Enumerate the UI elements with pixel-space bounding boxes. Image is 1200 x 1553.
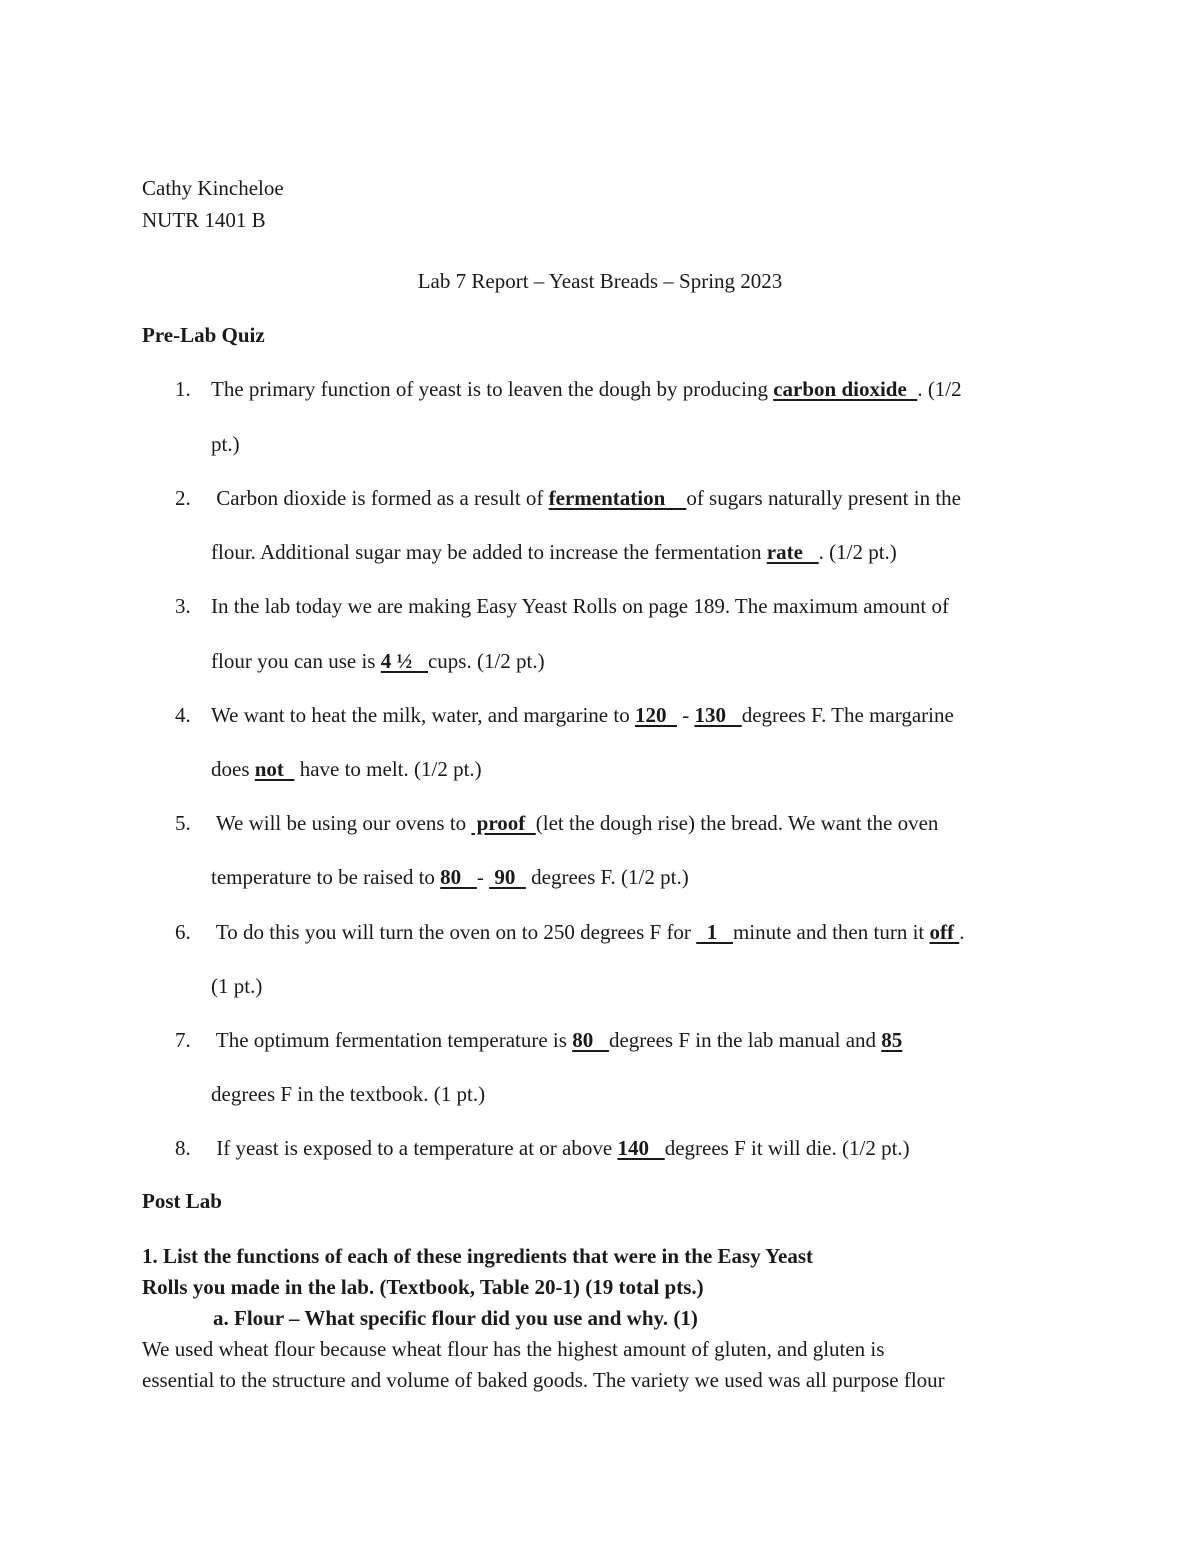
question-text: . (1/2 pt.)	[818, 540, 897, 564]
answer-blank: 1	[696, 920, 733, 944]
question-line	[211, 485, 961, 511]
answer-blank: 120	[634, 703, 677, 727]
question-text: To do this you will turn the oven on to 250 degrees F for	[211, 920, 697, 944]
answer-blank: fermentation	[548, 486, 687, 510]
course-code: NUTR 1401 B	[142, 208, 266, 232]
author-name: Cathy Kincheloe	[142, 176, 284, 200]
postlab-heading: Post Lab	[142, 1189, 222, 1213]
question-text: The optimum fermentation temperature is	[211, 1028, 573, 1052]
question-line: (1 pt.)	[211, 974, 263, 998]
question-text: have to melt. (1/2 pt.)	[294, 757, 482, 781]
question-text: does	[211, 757, 255, 781]
question-text: We will be using our ovens to	[211, 811, 472, 835]
question-number: 7.	[175, 1028, 191, 1052]
answer-blank: carbon dioxide	[773, 377, 918, 401]
question-text: of sugars naturally present in the	[686, 486, 961, 510]
postlab-subquestion: a. Flour – What specific flour did you use and why. (1)	[213, 1306, 698, 1330]
question-line	[211, 702, 954, 728]
question-number: 5.	[175, 811, 191, 835]
question-text: flour you can use is	[211, 649, 381, 673]
answer-blank: 80	[572, 1028, 609, 1052]
question-text: minute and then turn it	[732, 920, 930, 944]
question-text: degrees F. (1/2 pt.)	[525, 865, 689, 889]
answer-paragraph-line: We used wheat flour because wheat flour has the highest amount of gluten, and gluten is	[142, 1337, 885, 1361]
question-text: -	[476, 865, 490, 889]
answer-paragraph-line: essential to the structure and volume of baked goods. The variety we used was all purpose flour	[142, 1368, 945, 1392]
question-line	[211, 648, 545, 674]
postlab-question-line: 1. List the functions of each of these ingredients that were in the Easy Yeast	[142, 1244, 813, 1268]
question-text: temperature to be raised to	[211, 865, 441, 889]
question-number: 3.	[175, 594, 191, 618]
question-text: -	[676, 703, 695, 727]
question-line	[211, 376, 962, 402]
answer-blank: 90	[489, 865, 526, 889]
question-line: In the lab today we are making Easy Yeast Rolls on page 189. The maximum amount of	[211, 594, 949, 618]
question-text: . (1/2	[917, 377, 962, 401]
answer-blank: 130	[694, 703, 742, 727]
question-number: 4.	[175, 703, 191, 727]
question-line: pt.)	[211, 432, 240, 456]
question-text: flour. Additional sugar may be added to increase the fermentation	[211, 540, 767, 564]
answer-blank: 4 ½	[380, 649, 428, 673]
question-line: degrees F in the textbook. (1 pt.)	[211, 1082, 486, 1106]
question-line	[211, 810, 938, 836]
answer-blank: not	[254, 757, 295, 781]
prelab-heading: Pre-Lab Quiz	[142, 323, 265, 347]
question-text: degrees F it will die. (1/2 pt.)	[664, 1136, 910, 1160]
answer-blank: rate	[766, 540, 819, 564]
question-line	[211, 1135, 910, 1161]
question-line	[211, 1027, 902, 1053]
postlab-question-line: Rolls you made in the lab. (Textbook, Table 20-1) (19 total pts.)	[142, 1275, 704, 1299]
question-text: degrees F. The margarine	[741, 703, 954, 727]
document-title: Lab 7 Report – Yeast Breads – Spring 2023	[417, 269, 783, 293]
answer-blank: proof	[471, 811, 536, 835]
question-text: Carbon dioxide is formed as a result of	[211, 486, 549, 510]
answer-blank: off	[929, 920, 960, 944]
question-text: We want to heat the milk, water, and margarine to	[211, 703, 635, 727]
question-text: If yeast is exposed to a temperature at or above	[211, 1136, 618, 1160]
question-number: 2.	[175, 486, 191, 510]
question-text: degrees F in the lab manual and	[608, 1028, 882, 1052]
question-text: (let the dough rise) the bread. We want the oven	[535, 811, 939, 835]
question-number: 6.	[175, 920, 191, 944]
question-number: 1.	[175, 377, 191, 401]
question-text: .	[959, 920, 965, 944]
question-number: 8.	[175, 1136, 191, 1160]
question-line	[211, 864, 689, 890]
question-line	[211, 756, 482, 782]
question-text: cups. (1/2 pt.)	[427, 649, 545, 673]
question-line	[211, 539, 897, 565]
answer-blank: 140	[617, 1136, 665, 1160]
answer-blank: 80	[440, 865, 477, 889]
question-line	[211, 919, 964, 945]
question-text: The primary function of yeast is to leaven the dough by producing	[211, 377, 774, 401]
answer-blank: 85	[881, 1028, 903, 1052]
